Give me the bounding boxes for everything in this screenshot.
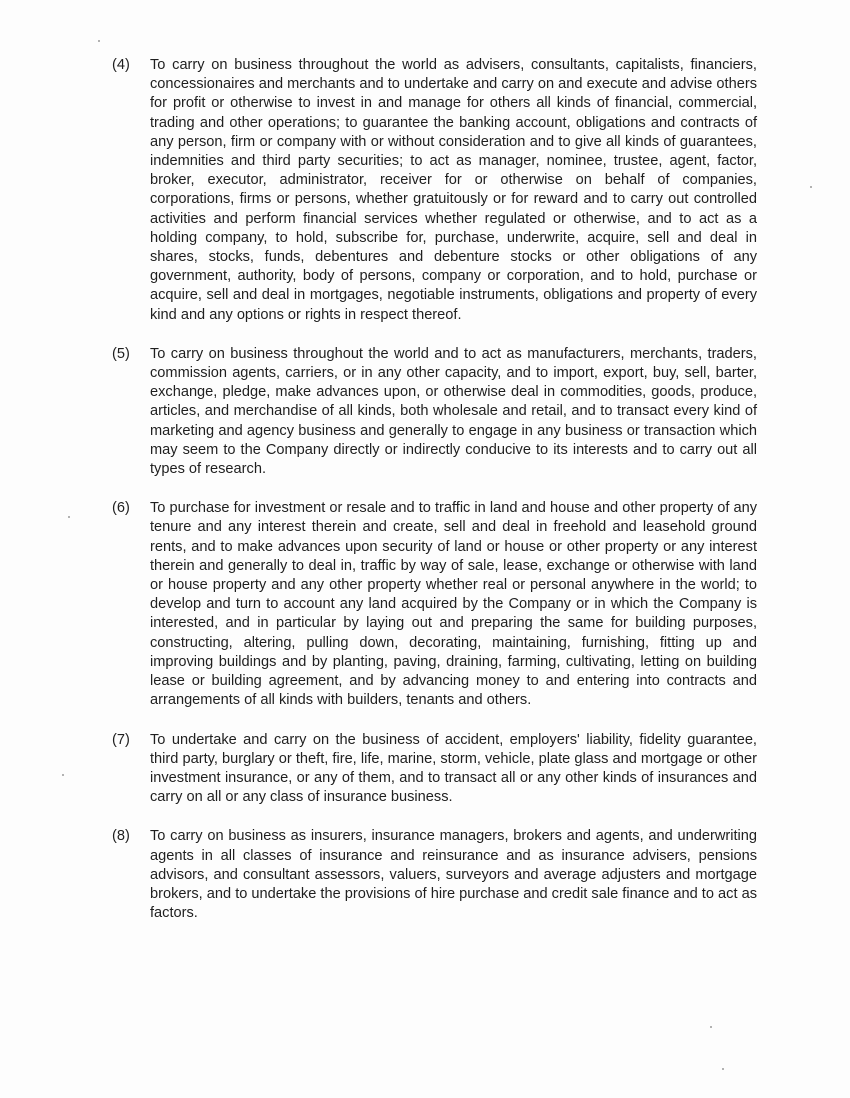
- clause-number: (7): [112, 731, 130, 748]
- clause-4: [112, 56, 757, 325]
- clause-7: [112, 731, 757, 808]
- clause-number: (4): [112, 57, 130, 73]
- clause-text: To undertake and carry on the business of accident, employers' liability, fidelity guarantee, third party, burglary or theft, fire, life, marine, storm, vehicle, plate glass and mortgage or other investment insurance, or any of them, and to transact all or any other kinds of insurances and carry on all or any class of insurance business.: [150, 731, 757, 806]
- clause-8: [112, 827, 757, 923]
- clause-6: [112, 499, 757, 710]
- scan-speck: [62, 774, 64, 776]
- clause-number: (5): [112, 345, 130, 362]
- scan-speck: [98, 40, 100, 42]
- clause-text: To carry on business throughout the world and to act as manufacturers, merchants, traders, commission agents, carriers, or in any other capacity, and to import, export, buy, sell, barter, exchange, pledge, make advances upon, or otherwise deal in commodities, goods, produce, articles, and merchandise of all kinds, both wholesale and retail, and to transact every kind of marketing and agency business and generally to engage in any business or transaction which may seem to the Company directly or indirectly conducive to its interests and to carry out all types of research.: [150, 345, 757, 478]
- clause-text: To carry on business as insurers, insurance managers, brokers and agents, and underwriting agents in all classes of insurance and reinsurance and as insurance advisers, pensions advisors, and consultant assessors, valuers, surveyors and average adjusters and mortgage brokers, and to undertake the provisions of hire purchase and credit sale finance and to act as factors.: [150, 828, 757, 922]
- clause-number: (6): [112, 500, 130, 517]
- clause-text: To purchase for investment or resale and to traffic in land and house and other property of any tenure and any interest therein and create, sell and deal in freehold and leasehold ground rents, and to make advances upon security of land or house or other property or any interest therein and generally to deal in, traffic by way of sale, lease, exchange or otherwise with land or house property and any other property whether real or personal anywhere in the world; to develop and turn to account any land acquired by the Company or in which the Company is interested, and in particular by laying out and preparing the same for building purposes, constructing, altering, pulling down, decorating, maintaining, furnishing, fitting up and improving buildings and by planting, paving, draining, farming, cultivating, letting on building lease or building agreement, and by advancing money to and entering into contracts and arrangements of all kinds with builders, tenants and others.: [150, 500, 757, 709]
- clause-number: (8): [112, 828, 130, 845]
- scan-speck: [68, 516, 70, 518]
- clause-5: [112, 345, 757, 479]
- scan-speck: [710, 1026, 712, 1028]
- scan-speck: [722, 1068, 724, 1070]
- scan-speck: [810, 186, 812, 188]
- clause-text: To carry on business throughout the world as advisers, consultants, capitalists, financiers, concessionaires and merchants and to undertake and carry on and execute and advise others for profit or otherwise to invest in and manage for others all kinds of financial, commercial, trading and other operations; to guarantee the banking account, obligations and contracts of any person, firm or company with or without consideration and to give all kinds of guarantees, indemnities and third party securities; to act as manager, nominee, trustee, agent, factor, broker, executor, administrator, receiver for or otherwise on behalf of companies, corporations, firms or persons, whether gratuitously or for reward and to carry out controlled activities and perform financial services whether regulated or otherwise, and to act as a holding company, to hold, subscribe for, purchase, underwrite, acquire, sell and deal in shares, stocks, funds, debentures and debenture stocks or other obligations of any government, authority, body of persons, company or corporation, and to hold, purchase or acquire, sell and deal in mortgages, negotiable instruments, obligations and property of every kind and any options or rights in respect thereof.: [150, 57, 757, 323]
- clause-list: [112, 56, 757, 943]
